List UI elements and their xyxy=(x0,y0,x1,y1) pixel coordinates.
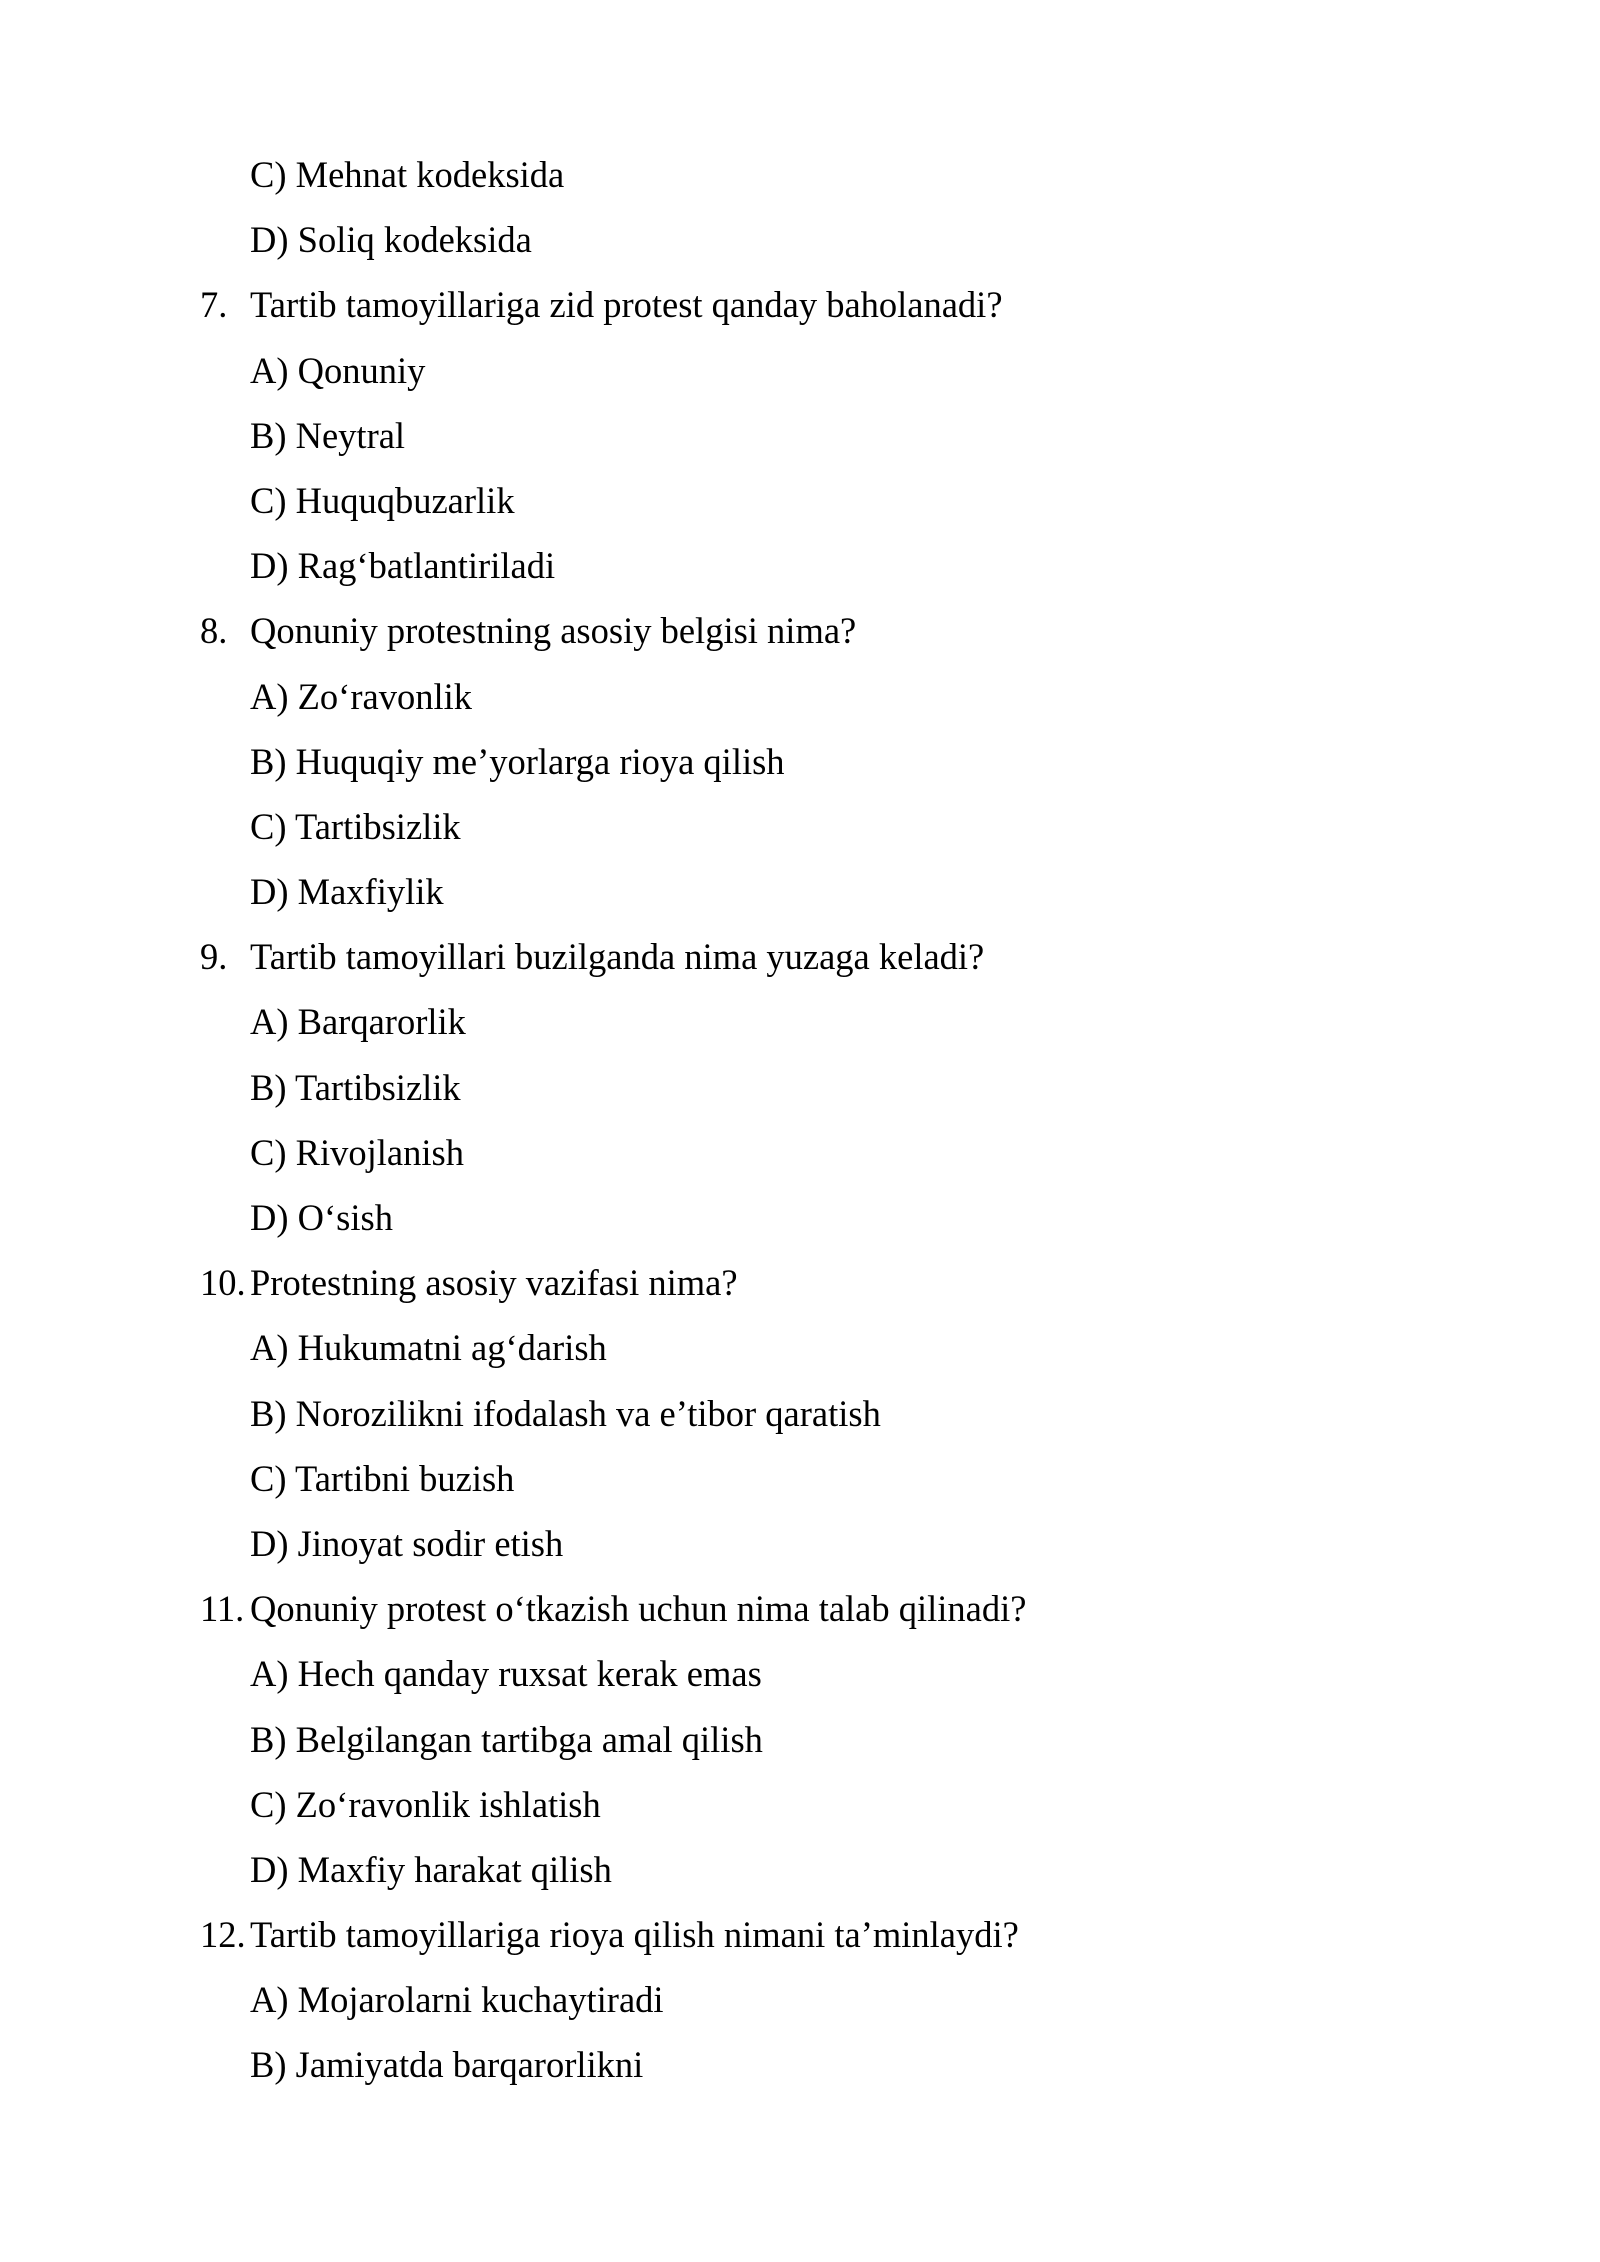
question-number: 10. xyxy=(200,1262,246,1304)
answer-option: A) Hech qanday ruxsat kerak emas xyxy=(250,1653,762,1695)
question-text: Tartib tamoyillari buzilganda nima yuzaga keladi? xyxy=(250,936,985,978)
question-item xyxy=(0,1256,1600,1321)
question-text: Qonuniy protest o‘tkazish uchun nima talab qilinadi? xyxy=(250,1588,1027,1630)
answer-option: B) Norozilikni ifodalash va e’tibor qaratish xyxy=(250,1392,881,1434)
answer-option: D) O‘sish xyxy=(250,1197,393,1238)
quiz-content xyxy=(0,148,1600,2104)
question-number: 8. xyxy=(200,610,228,652)
question-text: Tartib tamoyillariga zid protest qanday baholanadi? xyxy=(250,284,1003,326)
answer-option: A) Qonuniy xyxy=(250,349,426,391)
question-item xyxy=(0,604,1600,669)
answer-option: C) Huquqbuzarlik xyxy=(250,479,515,521)
answer-option: C) Rivojlanish xyxy=(250,1131,464,1173)
question-item xyxy=(0,1582,1600,1647)
answer-option: B) Neytral xyxy=(250,414,406,456)
answer-option: B) Huquqiy me’yorlarga rioya qilish xyxy=(250,740,785,782)
answer-option: B) Belgilangan tartibga amal qilish xyxy=(250,1718,763,1760)
answer-option: C) Mehnat kodeksida xyxy=(250,154,565,195)
question-text: Tartib tamoyillariga rioya qilish nimani ta’minlaydi? xyxy=(250,1914,1019,1956)
question-item xyxy=(0,930,1600,995)
answer-option: D) Jinoyat sodir etish xyxy=(250,1522,564,1564)
question-text: Protestning asosiy vazifasi nima? xyxy=(250,1262,738,1304)
answer-option: C) Tartibsizlik xyxy=(250,805,461,847)
answer-option: A) Mojarolarni kuchaytiradi xyxy=(250,1979,664,2021)
answer-option: B) Jamiyatda barqarorlikni xyxy=(250,2044,644,2086)
answer-option: D) Soliq kodeksida xyxy=(250,219,532,261)
answer-option: A) Barqarorlik xyxy=(250,1001,466,1043)
answer-option: D) Rag‘batlantiriladi xyxy=(250,545,556,587)
question-item xyxy=(0,278,1600,343)
question-number: 9. xyxy=(200,936,228,978)
answer-option: D) Maxfiy harakat qilish xyxy=(250,1848,612,1890)
question-number: 7. xyxy=(200,284,228,326)
question-number: 12. xyxy=(200,1914,246,1956)
answer-option: B) Tartibsizlik xyxy=(250,1066,461,1108)
question-number: 11. xyxy=(200,1588,245,1630)
answer-option: C) Tartibni buzish xyxy=(250,1457,515,1499)
answer-option: C) Zo‘ravonlik ishlatish xyxy=(250,1783,601,1825)
answer-option: D) Maxfiylik xyxy=(250,871,444,913)
answer-option: A) Hukumatni ag‘darish xyxy=(250,1327,607,1369)
answer-option: A) Zo‘ravonlik xyxy=(250,675,472,717)
question-text: Qonuniy protestning asosiy belgisi nima? xyxy=(250,610,857,652)
question-item xyxy=(0,1908,1600,1973)
